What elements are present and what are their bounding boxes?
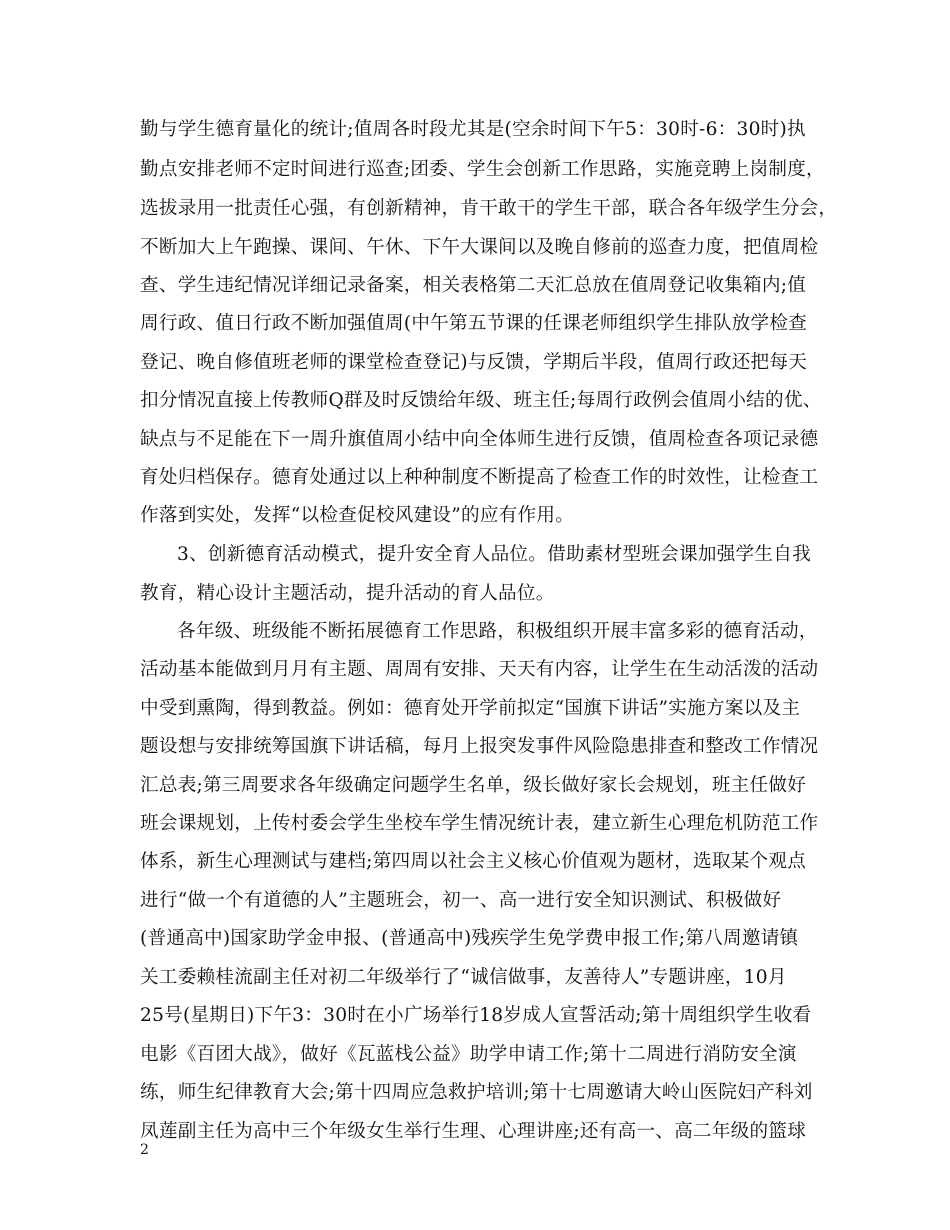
text-line: 进行“做一个有道德的人”主题班会，初一、高一进行安全知识测试、积极做好	[140, 890, 782, 911]
paragraph-start-line: 3、创新德育活动模式，提升安全育人品位。借助素材型班会课加强学生自我	[177, 544, 811, 565]
text-line: 勤点安排老师不定时间进行巡查;团委、学生会创新工作思路，实施竞聘上岗制度，	[140, 159, 825, 180]
text-line: 选拔录用一批责任心强，有创新精神，肯干敢干的学生干部，联合各年级学生分会，	[140, 198, 838, 219]
text-line: 育处归档保存。德育处通过以上种种制度不断提高了检查工作的时效性，让检查工	[140, 467, 819, 488]
page-number: 2	[140, 1142, 149, 1158]
text-line: 不断加大上午跑操、课间、午休、下午大课间以及晚自修前的巡查力度，把值周检	[140, 237, 819, 258]
text-line: 25号(星期日)下午3：30时在小广场举行18岁成人宣誓活动;第十周组织学生收看	[140, 1005, 812, 1026]
text-line: 凤莲副主任为高中三个年级女生举行生理、心理讲座;还有高一、高二年级的篮球	[140, 1121, 807, 1142]
paragraph-start-line: 各年级、班级能不断拓展德育工作思路，积极组织开展丰富多彩的德育活动，	[177, 621, 818, 642]
text-line: 班会课规划，上传村委会学生坐校车学生情况统计表，建立新生心理危机防范工作	[140, 813, 819, 834]
text-line: 勤与学生德育量化的统计;值周各时段尤其是(空余时间下午5：30时-6：30时)执	[140, 119, 806, 140]
text-line: 扣分情况直接上传教师Q群及时反馈给年级、班主任;每周行政例会值周小结的优、	[140, 390, 822, 411]
text-line: 缺点与不足能在下一周升旗值周小结中向全体师生进行反馈，值周检查各项记录德	[140, 429, 819, 450]
text-line: 中受到熏陶，得到教益。例如：德育处开学前拟定“国旗下讲话”实施方案以及主	[140, 698, 801, 719]
text-line: 题设想与安排统筹国旗下讲话稿，每月上报突发事件风险隐患排查和整改工作情况	[140, 736, 819, 757]
text-line: 练，师生纪律教育大会;第十四周应急救护培训;第十七周邀请大岭山医院妇产科刘	[140, 1082, 813, 1103]
text-line: 关工委赖桂流副主任对初二年级举行了“诚信做事，友善待人”专题讲座，10月	[140, 967, 787, 988]
text-line: 电影《百团大战》，做好《瓦蓝栈公益》助学申请工作;第十二周进行消防安全演	[140, 1044, 797, 1065]
text-line: 体系，新生心理测试与建档;第四周以社会主义核心价值观为题材，选取某个观点	[140, 851, 807, 872]
text-line: 作落到实处，发挥“以检查促校风建设”的应有作用。	[140, 505, 575, 526]
text-line: (普通高中)国家助学金申报、(普通高中)残疾学生免学费申报工作;第八周邀请镇	[140, 928, 799, 949]
text-line: 周行政、值日行政不断加强值周(中午第五节课的任课老师组织学生排队放学检查	[140, 313, 808, 334]
text-line: 登记、晚自修值班老师的课堂检查登记)与反馈，学期后半段，值周行政还把每天	[140, 352, 808, 373]
text-line: 活动基本能做到月月有主题、周周有安排、天天有内容，让学生在生动活泼的活动	[140, 659, 819, 680]
text-line: 查、学生违纪情况详细记录备案，相关表格第二天汇总放在值周登记收集箱内;值	[140, 275, 807, 296]
text-line: 汇总表;第三周要求各年级确定问题学生名单，级长做好家长会规划，班主任做好	[140, 775, 807, 796]
text-line: 教育，精心设计主题活动，提升活动的育人品位。	[140, 583, 555, 604]
